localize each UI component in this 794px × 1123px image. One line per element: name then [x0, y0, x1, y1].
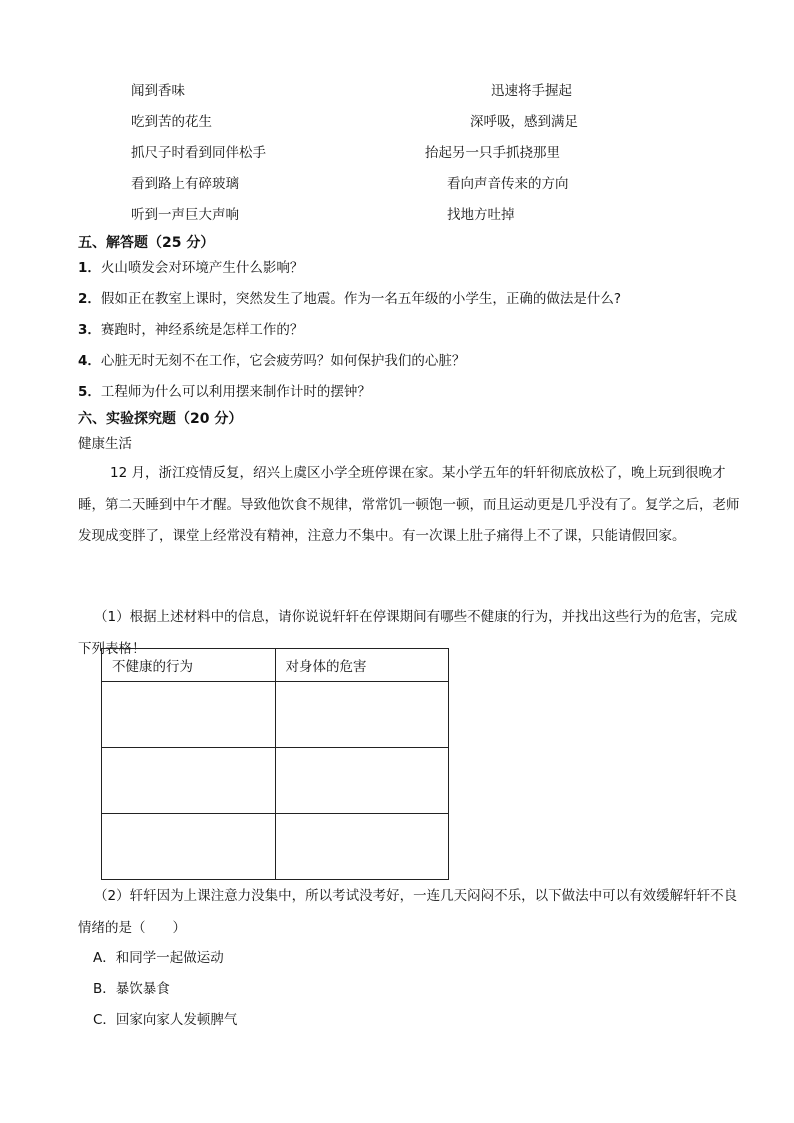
match-right-item: 迅速将手握起 — [491, 83, 572, 99]
table-cell[interactable] — [275, 814, 449, 880]
table-header-cell: 不健康的行为 — [102, 649, 276, 682]
section-subtitle: 健康生活 — [78, 436, 132, 452]
question-number: 5． — [78, 384, 101, 400]
match-left-item: 吃到苦的花生 — [131, 114, 212, 130]
question-2: （2）轩轩因为上课注意力没集中，所以考试没考好，一连几天闷闷不乐，以下做法中可以有效缓解轩轩不良情绪的是（ ） — [78, 888, 738, 936]
question-item — [78, 258, 303, 278]
table-cell[interactable] — [275, 682, 449, 748]
question-item — [78, 382, 371, 402]
question-number: 3． — [78, 322, 101, 338]
passage: 12 月，浙江疫情反复，绍兴上虞区小学全班停课在家。某小学五年的轩轩彻底放松了，晚上玩到很晚才睡，第二天睡到中午才醒。导致他饮食不规律，常常饥一顿饱一顿，而且运动更是几乎没有了。复学之后，老师发现成变胖了，课堂上经常没有精神，注意力不集中。有一次课上肚子痛得上不了课，只能请假回家。 — [78, 465, 740, 544]
table-cell[interactable] — [102, 682, 276, 748]
option-c[interactable]: C．回家向家人发顿脾气 — [93, 1012, 238, 1028]
option-b[interactable]: B．暴饮暴食 — [93, 981, 170, 997]
table-header-cell: 对身体的危害 — [275, 649, 449, 682]
section-title: 五、解答题（25 分） — [78, 235, 215, 251]
question-text: 心脏无时无刻不在工作，它会疲劳吗？如何保护我们的心脏？ — [100, 353, 466, 369]
question-item — [78, 320, 303, 340]
match-right-item: 深呼吸，感到满足 — [470, 114, 578, 130]
table-row — [102, 682, 449, 748]
question-1: （1）根据上述材料中的信息，请你说说轩轩在停课期间有哪些不健康的行为，并找出这些行为的危害，完成下列表格！ — [78, 609, 738, 657]
table-header-row — [102, 649, 449, 682]
question-item — [78, 289, 621, 309]
table-cell[interactable] — [275, 748, 449, 814]
question-text: 赛跑时，神经系统是怎样工作的？ — [100, 322, 304, 338]
question-number: 1． — [78, 260, 101, 276]
match-left-item: 抓尺子时看到同伴松手 — [131, 145, 266, 161]
match-right-item: 抬起另一只手抓挠那里 — [425, 145, 560, 161]
table-row — [102, 814, 449, 880]
table-cell[interactable] — [102, 814, 276, 880]
match-right-item: 找地方吐掉 — [447, 207, 515, 223]
match-left-item: 闻到香味 — [131, 83, 185, 99]
match-left-item: 看到路上有碎玻璃 — [131, 176, 239, 192]
health-table — [101, 648, 449, 880]
question-number: 4． — [78, 353, 101, 369]
section-title: 六、实验探究题（20 分） — [78, 411, 243, 427]
option-a[interactable]: A．和同学一起做运动 — [93, 950, 224, 966]
question-text: 火山喷发会对环境产生什么影响？ — [100, 260, 304, 276]
match-right-item: 看向声音传来的方向 — [447, 176, 569, 192]
question-number: 2． — [78, 291, 101, 307]
match-left-item: 听到一声巨大声响 — [131, 207, 239, 223]
question-text: 假如正在教室上课时，突然发生了地震。作为一名五年级的小学生，正确的做法是什么? — [100, 291, 622, 307]
question-item — [78, 351, 465, 371]
question-text: 工程师为什么可以利用摆来制作计时的摆钟？ — [100, 384, 371, 400]
table-cell[interactable] — [102, 748, 276, 814]
table-row — [102, 748, 449, 814]
